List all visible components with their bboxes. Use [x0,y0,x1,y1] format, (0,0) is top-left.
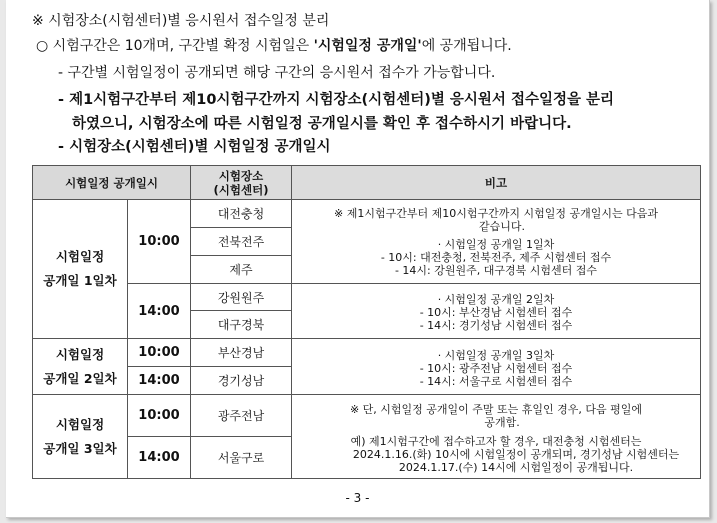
time-cell: 14:00 [128,284,191,339]
table-row [33,339,701,367]
note-day2 [292,284,701,339]
center-jeonbuk: 전북전주 [191,228,292,256]
time-cell: 14:00 [128,367,191,395]
day3-line2: 공개일 3일차 [43,440,117,456]
day2-cell [33,339,128,395]
note-line: ※ 단, 시험일정 공개일이 주말 또는 휴일인 경우, 다음 평일에 [349,402,643,416]
table-row [33,284,701,311]
header-place [191,166,292,200]
center-gyeonggi: 경기성남 [191,367,292,395]
day3-cell [33,395,128,479]
note-line: · 시험일정 공개일 3일차 [437,348,555,362]
day3-line1: 시험일정 [55,416,105,432]
note-line: - 14시: 강원원주, 대구경북 시험센터 접수 [394,263,598,277]
table-header-row [33,166,701,200]
center-seoul: 서울구로 [191,437,292,479]
note-line: 공개함. [484,415,520,429]
note-line: - 10시: 대전충청, 전북전주, 제주 시험센터 접수 [380,250,612,264]
center-jeju: 제주 [191,256,292,284]
time-cell: 10:00 [128,395,191,437]
table-row [33,200,701,228]
day1-line1: 시험일정 [55,249,105,264]
time-cell: 10:00 [128,200,191,284]
time-cell: 14:00 [128,437,191,479]
day1-line2: 공개일 1일차 [43,273,117,288]
bullet-intro-post: 에 공개됩니다. [421,38,512,54]
schedule-table [32,165,701,479]
bullet-intro [36,37,512,55]
section-heading: ※ 시험장소(시험센터)별 응시원서 접수일정 분리 [32,13,330,29]
center-daegu: 대구경북 [191,311,292,339]
header-date: 시험일정 공개일시 [33,166,191,200]
header-place-line1: 시험장소 [218,168,264,183]
dash-item-3: - 시험장소(시험센터)별 시험일정 공개일시 [58,139,331,155]
day2-line1: 시험일정 [55,346,105,362]
note-line: - 14시: 서울구로 시험센터 접수 [419,374,573,388]
note-weekend [292,395,701,479]
header-place-line2: (시험센터) [213,182,269,197]
note-day1-10 [292,200,701,284]
note-line: · 시험일정 공개일 2일차 [437,293,555,306]
dash-item-2-line2: 하였으니, 시험장소에 따른 시험일정 공개일시를 확인 후 접수하시기 바랍니다. [72,116,572,132]
note-line: - 10시: 광주전남 시험센터 접수 [419,361,573,375]
note-line: 같습니다. [478,219,525,233]
note-day3 [292,339,701,395]
table-row [33,395,701,437]
time-cell: 10:00 [128,339,191,367]
note-line: 2024.1.16.(화) 10시에 시험일정이 공개되며, 경기성남 시험센터는 [352,447,680,461]
day1-cell [33,200,128,339]
bullet-intro-pre: ○ 시험구간은 10개며, 구간별 확정 시험일은 [36,38,314,54]
note-line: ※ 제1시험구간부터 제10시험구간까지 시험일정 공개일시는 다음과 [334,206,658,220]
day2-line2: 공개일 2일차 [43,370,117,386]
dash-item-2-line1: - 제1시험구간부터 제10시험구간까지 시험장소(시험센터)별 응시원서 접수일정을 분리 [58,92,615,108]
document-page [6,0,710,518]
center-daejeon: 대전충청 [191,200,292,228]
center-busan: 부산경남 [191,339,292,367]
center-gwangju: 광주전남 [191,395,292,437]
note-line: 예) 제1시험구간에 접수하고자 할 경우, 대전충청 시험센터는 [350,434,642,448]
page-number: - 3 - [345,491,370,505]
center-gangwon: 강원원주 [191,284,292,311]
note-line: 2024.1.17.(수) 14시에 시험일정이 공개됩니다. [398,460,634,474]
note-line: · 시험일정 공개일 1일차 [437,237,555,251]
note-line: - 10시: 부산경남 시험센터 접수 [419,306,573,319]
note-line: - 14시: 경기성남 시험센터 접수 [419,319,573,332]
dash-item-1: - 구간별 시험일정이 공개되면 해당 구간의 응시원서 접수가 가능합니다. [58,65,496,81]
header-note: 비고 [292,166,701,200]
bullet-intro-quote: '시험일정 공개일' [313,38,422,54]
